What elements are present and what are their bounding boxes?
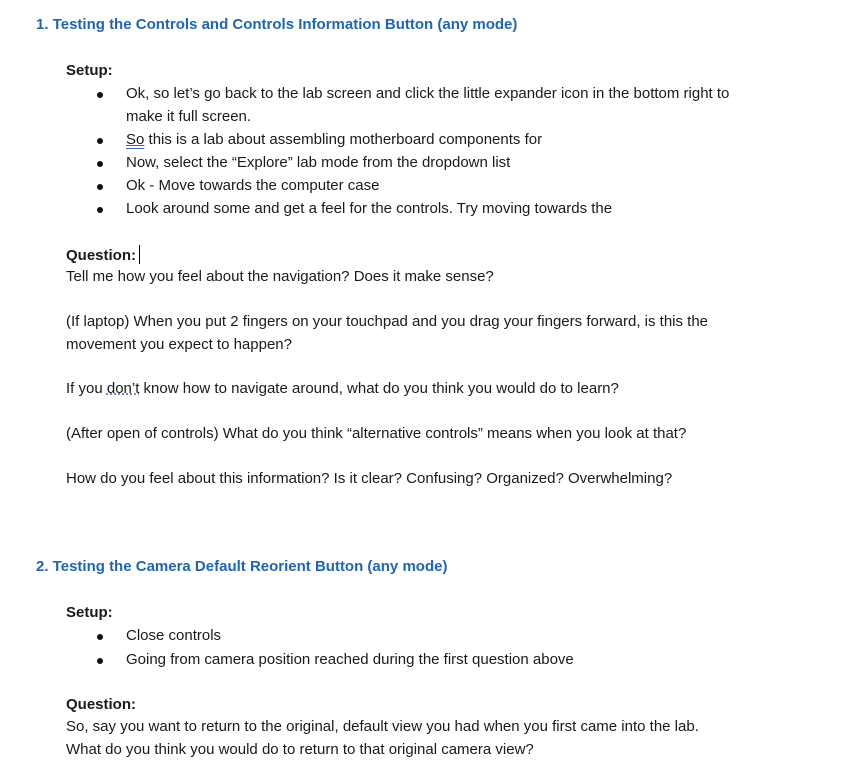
bullet-icon [97, 92, 103, 98]
section1-bullet-1-line-1: Ok, so let’s go back to the lab screen and click the little expander icon in the bottom right to [126, 85, 730, 102]
section1-bullet-2 [126, 128, 542, 151]
section2-bullet-2: Going from camera position reached during the first question above [126, 651, 574, 668]
bullet-icon [97, 161, 103, 167]
bullet-icon [97, 138, 103, 144]
section1-question-3 [66, 377, 619, 400]
section1-heading: 1. Testing the Controls and Controls Information Button (any mode) [36, 16, 518, 33]
section1-question-label: Question: [66, 247, 136, 264]
section1-bullet-5: Look around some and get a feel for the controls. Try moving towards the [126, 200, 613, 217]
bullet-icon [97, 184, 103, 190]
bullet-icon [97, 634, 103, 640]
section1-question-1: Tell me how you feel about the navigation? Does it make sense? [66, 268, 494, 285]
section1-question-2-line-2: movement you expect to happen? [66, 336, 292, 353]
section1-setup-label: Setup: [66, 62, 113, 79]
section2-bullet-1: Close controls [126, 627, 222, 644]
section1-question-3-pre: If you [66, 380, 107, 397]
text-cursor [139, 245, 140, 264]
spellcheck-underlined-word: So [126, 131, 145, 148]
bullet-icon [97, 207, 103, 213]
grammar-underlined-word: don’t [106, 380, 140, 397]
section1-question-2-line-1: (If laptop) When you put 2 fingers on your touchpad and you drag your fingers forward, is this the [66, 313, 709, 330]
section1-bullet-3: Now, select the “Explore” lab mode from the dropdown list [126, 154, 511, 171]
section1-question-label-row[interactable] [66, 245, 140, 264]
bullet-icon [97, 658, 103, 664]
section2-setup-label: Setup: [66, 604, 113, 621]
section1-bullet-1-line-2: make it full screen. [126, 108, 252, 125]
section2-question-line-1: So, say you want to return to the original, default view you had when you first came into the lab. [66, 718, 699, 735]
section2-heading: 2. Testing the Camera Default Reorient Button (any mode) [36, 558, 448, 575]
section1-question-5: How do you feel about this information? Is it clear? Confusing? Organized? Overwhelming? [66, 470, 673, 487]
section1-question-3-post: know how to navigate around, what do you think you would do to learn? [139, 380, 619, 397]
section1-bullet-4: Ok - Move towards the computer case [126, 177, 380, 194]
section1-question-4: (After open of controls) What do you think “alternative controls” means when you look at that? [66, 425, 687, 442]
section2-question-label: Question: [66, 696, 136, 713]
section2-question-line-2: What do you think you would do to return to that original camera view? [66, 741, 534, 758]
section1-bullet-2-rest: this is a lab about assembling motherboard components for [144, 131, 543, 148]
